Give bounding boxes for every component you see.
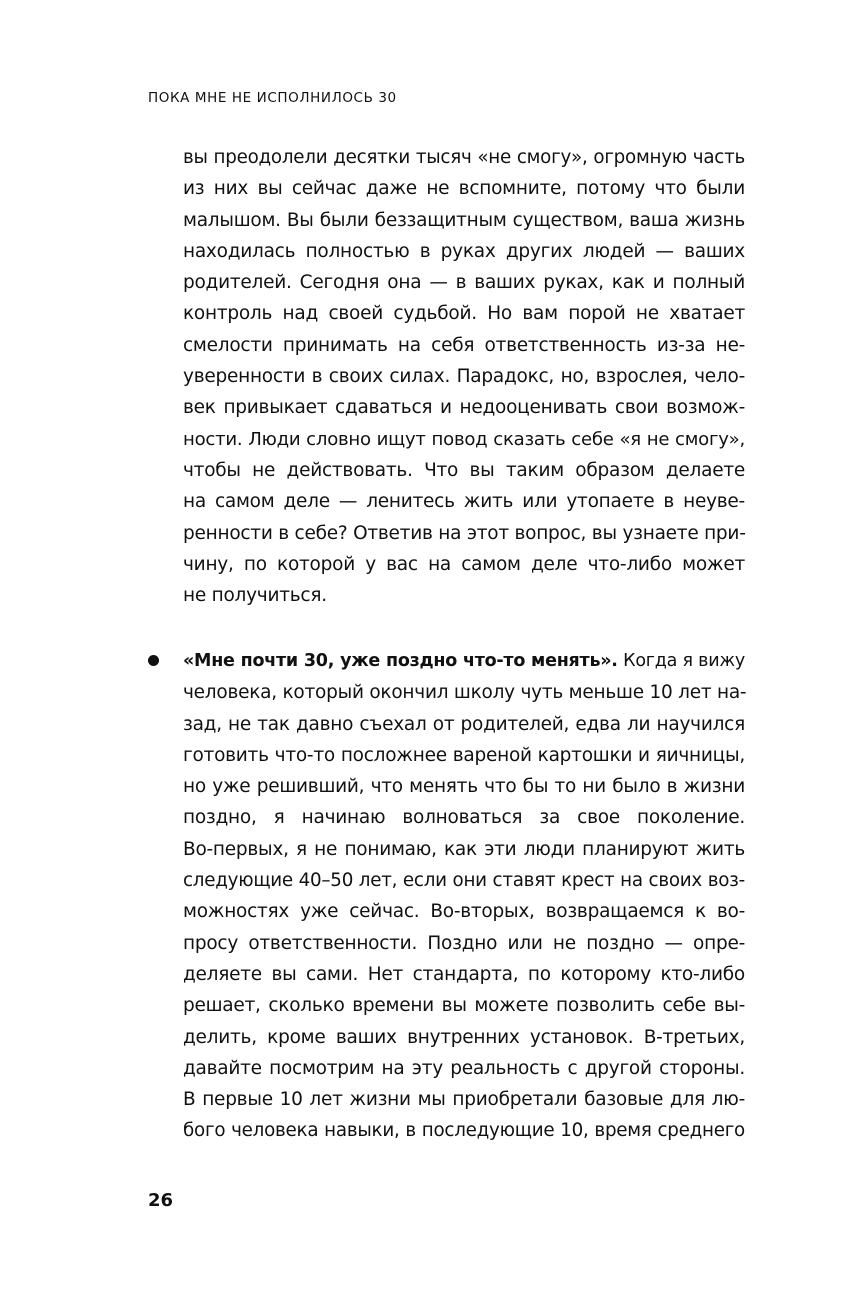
text-line: не получиться. xyxy=(183,585,327,607)
text-line: из них вы сейчас даже не вспомните, потому что были xyxy=(183,178,745,200)
text-line: можностях уже сейчас. Во-вторых, возвращаемся к во- xyxy=(183,901,745,923)
text-line: человека, который окончил школу чуть меньше 10 лет на- xyxy=(183,682,747,704)
text-line: Во-первых, я не понимаю, как эти люди планируют жить xyxy=(183,838,745,860)
text-line: деляете вы сами. Нет стандарта, по которому кто-либо xyxy=(183,963,745,985)
text-line: на самом деле — ленитесь жить или утопаете в неуве- xyxy=(183,491,745,513)
text-line: ренности в себе? Ответив на этот вопрос, вы узнаете при- xyxy=(183,522,746,544)
text-line: ности. Люди словно ищут повод сказать себе «я не смогу», xyxy=(183,428,745,450)
text-line: готовить что-то посложнее вареной картошки и яичницы, xyxy=(183,744,745,766)
text-line: решает, сколько времени вы можете позволить себе вы- xyxy=(183,995,745,1017)
bullet-lead-text: «Мне почти 30, уже поздно что-то менять». xyxy=(183,651,618,671)
text-line: уверенности в своих силах. Парадокс, но, взрослея, чело- xyxy=(183,366,745,388)
text-line: бого человека навыки, в последующие 10, время среднего xyxy=(183,1120,745,1142)
text-line: чину, по которой у вас на самом деле что-либо может xyxy=(183,553,745,575)
text-line: вы преодолели десятки тысяч «не смогу», огромную часть xyxy=(183,147,745,168)
bullet-paragraph xyxy=(183,646,745,1147)
text-line: делить, кроме ваших внутренних установок. В-третьих, xyxy=(183,1026,745,1048)
text-line: смелости принимать на себя ответственность из-за не- xyxy=(183,334,745,356)
text-line: зад, не так давно съехал от родителей, едва ли научился xyxy=(183,713,745,735)
paragraph-continuation xyxy=(183,142,745,611)
bullet-icon xyxy=(148,655,159,666)
text-line: но уже решивший, что менять что бы то ни было в жизни xyxy=(183,776,745,798)
bullet-first-line-rest: Когда я вижу xyxy=(617,651,745,671)
text-line: следующие 40–50 лет, если они ставят крест на своих воз- xyxy=(183,870,745,892)
bullet-first-line xyxy=(183,646,745,677)
text-line: малышом. Вы были беззащитным существом, ваша жизнь xyxy=(183,209,745,231)
running-head-title: ПОКА МНЕ НЕ ИСПОЛНИЛОСЬ 30 xyxy=(148,90,397,106)
text-line: родителей. Сегодня она — в ваших руках, как и полный xyxy=(183,272,745,294)
text-line: чтобы не действовать. Что вы таким образом делаете xyxy=(183,459,745,481)
text-line: просу ответственности. Поздно или не поздно — опре- xyxy=(183,932,745,954)
page-number: 26 xyxy=(148,1190,174,1211)
text-line: контроль над своей судьбой. Но вам порой не хватает xyxy=(183,303,745,325)
text-line: В первые 10 лет жизни мы приобретали базовые для лю- xyxy=(183,1089,745,1111)
text-line: давайте посмотрим на эту реальность с другой стороны. xyxy=(183,1057,745,1079)
text-line: находилась полностью в руках других людей — ваших xyxy=(183,240,745,262)
text-line: век привыкает сдаваться и недооценивать свои возмож- xyxy=(183,397,745,419)
text-line: поздно, я начинаю волноваться за свое поколение. xyxy=(183,807,745,829)
